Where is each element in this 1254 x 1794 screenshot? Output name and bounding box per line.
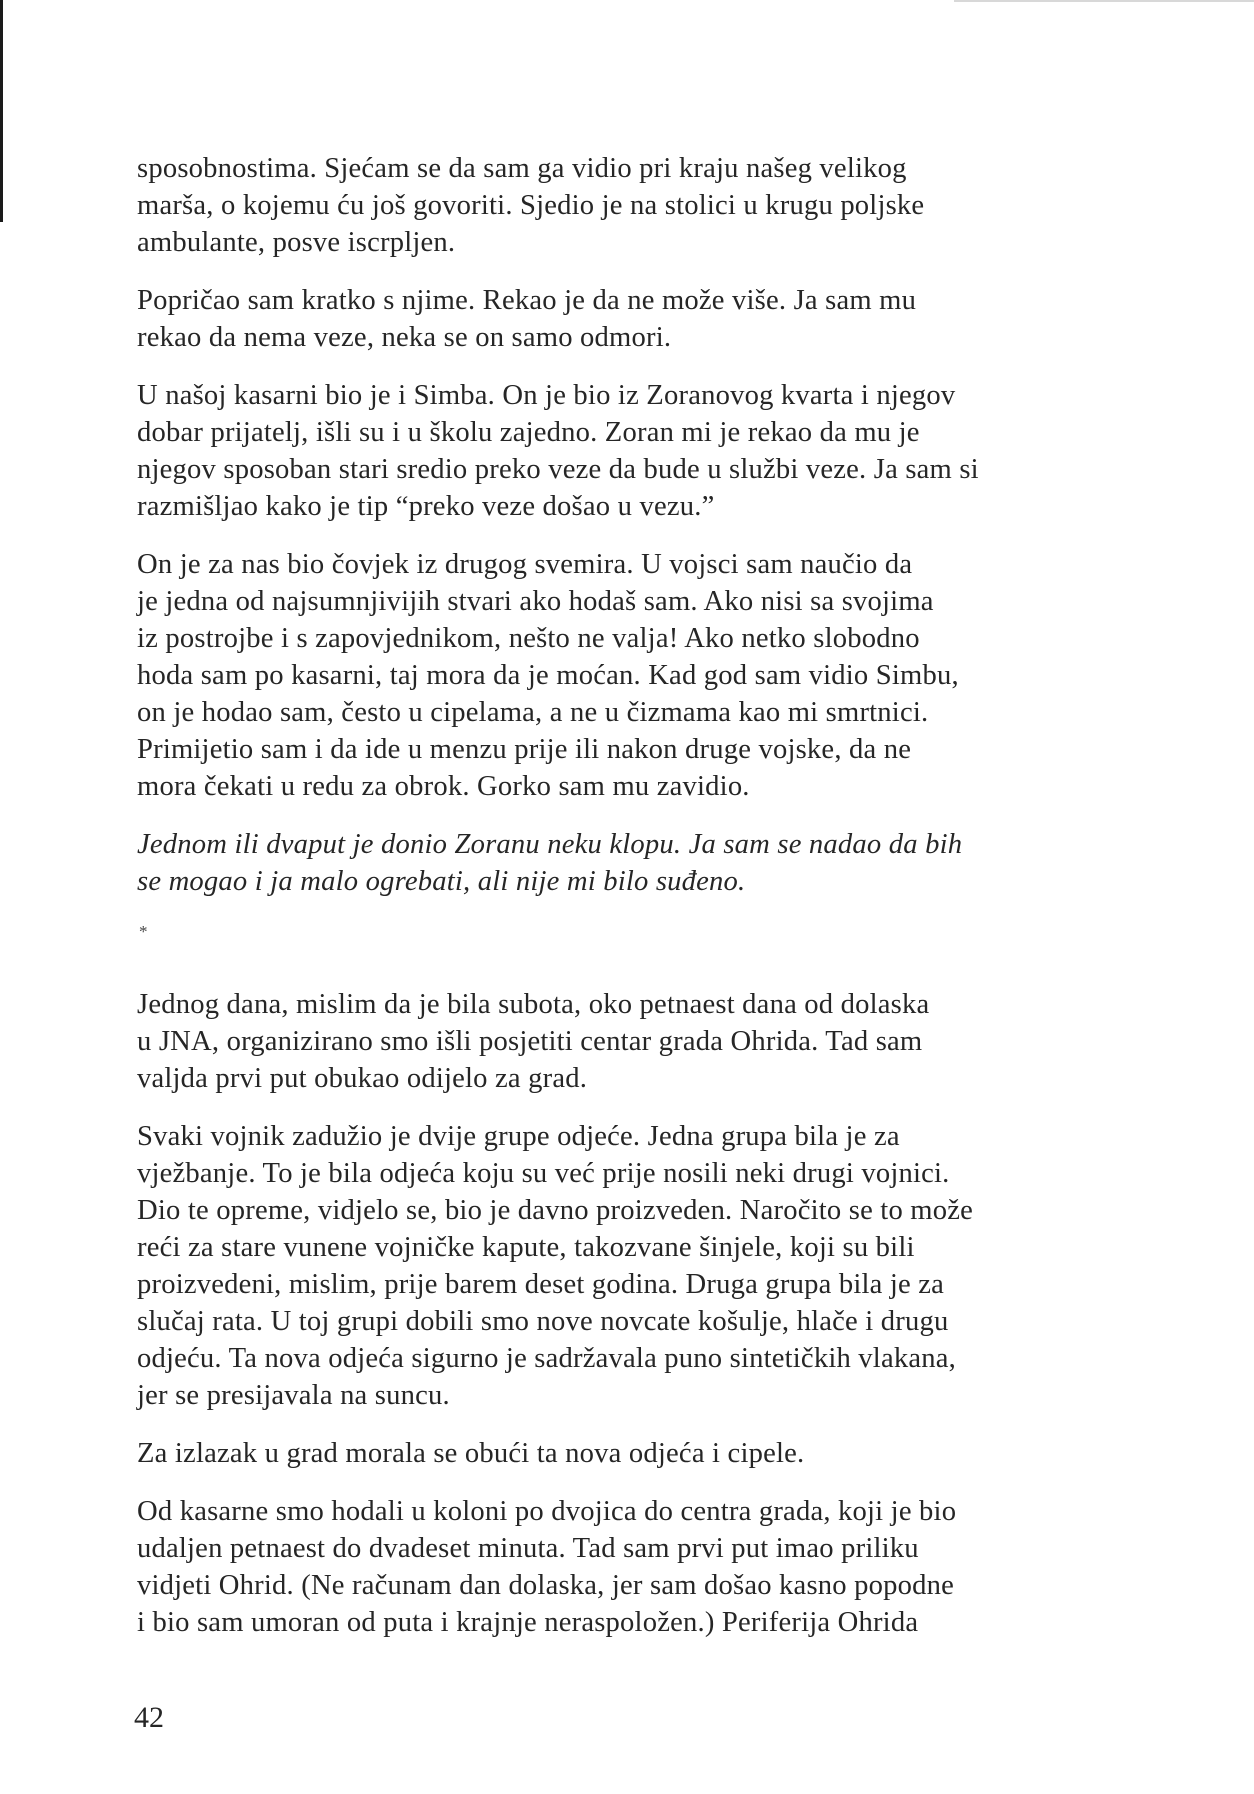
text-line: mora čekati u redu za obrok. Gorko sam mu zavidio. xyxy=(137,771,750,802)
paragraph xyxy=(137,546,1137,805)
text-line: Jednog dana, mislim da je bila subota, oko petnaest dana od dolaska xyxy=(137,989,930,1020)
paragraph xyxy=(137,986,1137,1097)
body-text xyxy=(137,150,1137,1662)
paragraph xyxy=(137,1118,1137,1414)
text-line: jer se presijavala na suncu. xyxy=(137,1380,450,1411)
text-line: on je hodao sam, često u cipelama, a ne u čizmama kao mi smrtnici. xyxy=(137,697,929,728)
text-line: Dio te opreme, vidjelo se, bio je davno proizveden. Naročito se to može xyxy=(137,1195,974,1226)
text-line: On je za nas bio čovjek iz drugog svemira. U vojsci sam naučio da xyxy=(137,549,913,580)
page-edge-left xyxy=(0,0,3,222)
text-line: U našoj kasarni bio je i Simba. On je bio iz Zoranovog kvarta i njegov xyxy=(137,380,956,411)
text-line: udaljen petnaest do dvadeset minuta. Tad sam prvi put imao priliku xyxy=(137,1533,919,1564)
text-line: reći za stare vunene vojničke kapute, takozvane šinjele, koji su bili xyxy=(137,1232,915,1263)
text-line: Popričao sam kratko s njime. Rekao je da ne može više. Ja sam mu xyxy=(137,285,917,316)
text-line: odjeću. Ta nova odjeća sigurno je sadržavala puno sintetičkih vlakana, xyxy=(137,1343,956,1374)
text-line: Za izlazak u grad morala se obući ta nova odjeća i cipele. xyxy=(137,1438,805,1469)
text-line: se mogao i ja malo ogrebati, ali nije mi bilo suđeno. xyxy=(137,866,746,897)
text-line: vidjeti Ohrid. (Ne računam dan dolaska, jer sam došao kasno popodne xyxy=(137,1570,954,1601)
paragraph xyxy=(137,150,1137,261)
text-line: hoda sam po kasarni, taj mora da je moćan. Kad god sam vidio Simbu, xyxy=(137,660,959,691)
paragraph xyxy=(137,377,1137,525)
paragraph xyxy=(137,282,1137,356)
section-separator: * xyxy=(139,922,148,941)
text-line: sposobnostima. Sjećam se da sam ga vidio pri kraju našeg velikog xyxy=(137,153,907,184)
text-line: Jednom ili dvaput je donio Zoranu neku klopu. Ja sam se nadao da bih xyxy=(137,829,963,860)
text-line: i bio sam umoran od puta i krajnje neraspoložen.) Periferija Ohrida xyxy=(137,1607,919,1638)
text-line: rekao da nema veze, neka se on samo odmori. xyxy=(137,322,672,353)
text-line: Primijetio sam i da ide u menzu prije ili nakon druge vojske, da ne xyxy=(137,734,912,765)
text-line: njegov sposoban stari sredio preko veze da bude u službi veze. Ja sam si xyxy=(137,454,979,485)
text-line: dobar prijatelj, išli su i u školu zajedno. Zoran mi je rekao da mu je xyxy=(137,417,920,448)
text-line: vježbanje. To je bila odjeća koju su već prije nosili neki drugi vojnici. xyxy=(137,1158,950,1189)
text-line: ambulante, posve iscrpljen. xyxy=(137,227,456,258)
paragraph xyxy=(137,826,1137,900)
text-line: razmišljao kako je tip “preko veze došao u vezu.” xyxy=(137,491,715,522)
text-line: Svaki vojnik zadužio je dvije grupe odjeće. Jedna grupa bila je za xyxy=(137,1121,900,1152)
page-edge-top xyxy=(954,0,1254,2)
text-line: Od kasarne smo hodali u koloni po dvojica do centra grada, koji je bio xyxy=(137,1496,957,1527)
page-number: 42 xyxy=(134,1701,164,1734)
paragraph xyxy=(137,1493,1137,1641)
paragraph xyxy=(137,1435,1137,1472)
text-line: iz postrojbe i s zapovjednikom, nešto ne valja! Ako netko slobodno xyxy=(137,623,920,654)
text-line: u JNA, organizirano smo išli posjetiti centar grada Ohrida. Tad sam xyxy=(137,1026,923,1057)
text-line: slučaj rata. U toj grupi dobili smo nove novcate košulje, hlače i drugu xyxy=(137,1306,949,1337)
text-line: marša, o kojemu ću još govoriti. Sjedio je na stolici u krugu poljske xyxy=(137,190,925,221)
text-line: valjda prvi put obukao odijelo za grad. xyxy=(137,1063,588,1094)
text-line: je jedna od najsumnjivijih stvari ako hodaš sam. Ako nisi sa svojima xyxy=(137,586,934,617)
text-line: proizvedeni, mislim, prije barem deset godina. Druga grupa bila je za xyxy=(137,1269,945,1300)
